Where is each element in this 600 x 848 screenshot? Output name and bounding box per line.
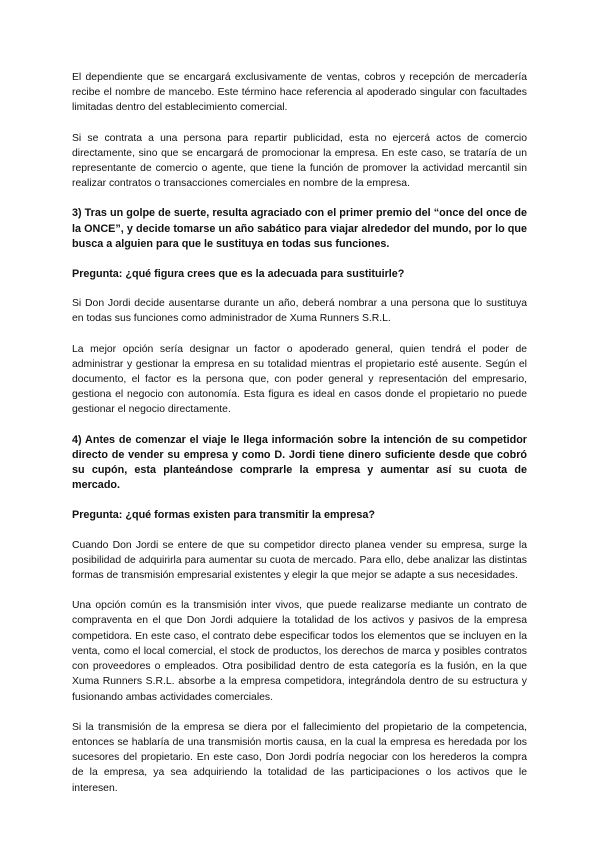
- section-4-answer-2: Una opción común es la transmisión inter vivos, que puede realizarse mediante un contrato de compraventa en el que Don Jordi adquiere la totalidad de los activos y pasivos de la empresa competidora. En este caso, el contrato debe especificar todos los elementos que se incluyen en la venta, como el local comercial, el stock de productos, los derechos de marca y posibles contratos con proveedores o empleados. Otra posibilidad dentro de esta categoría es la fusión, en la que Xuma Runners S.R.L. absorbe a la empresa competidora, integrándola dentro de su estructura y fusionando ambas actividades comerciales.: [72, 600, 527, 703]
- paragraph-representante: Si se contrata a una persona para repartir publicidad, esta no ejercerá actos de comercio directamente, sino que se encargará de promocionar la empresa. En este caso, se trataría de un representante de comercio o agente, que tiene la función de promover la actividad mercantil sin realizar contratos o transacciones comerciales en nombre de la empresa.: [72, 132, 527, 190]
- section-3-heading: 3) Tras un golpe de suerte, resulta agraciado con el primer premio del “once del once de la ONCE”, y decide tomarse un año sabático para viajar alrededor del mundo, por lo que busca a alguien para que le sustituya en todas sus funciones.: [72, 207, 527, 250]
- section-4-heading: 4) Antes de comenzar el viaje le llega información sobre la intención de su competidor directo de vender su empresa y como D. Jordi tiene dinero suficiente desde que cobró su cupón, esta planteándose comprarle la empresa y aumentar así su cuota de mercado.: [72, 433, 527, 492]
- section-3-answer-2: La mejor opción sería designar un factor o apoderado general, quien tendrá el poder de administrar y gestionar la empresa en su totalidad mientras el propietario esté ausente. Según el documento, el factor es la persona que, con poder general y representación del empresario, gestiona el negocio con autonomía. Esta figura es ideal en casos donde el propietario no puede gestionar el negocio directamente.: [72, 343, 527, 416]
- paragraph-mancebo: El dependiente que se encargará exclusivamente de ventas, cobros y recepción de mercadería recibe el nombre de mancebo. Este término hace referencia al apoderado singular con facultades limitadas dentro del establecimiento comercial.: [72, 72, 527, 114]
- section-4-answer-1: Cuando Don Jordi se entere de que su competidor directo planea vender su empresa, surge la posibilidad de adquirirla para aumentar su cuota de mercado. Para ello, debe analizar las distintas formas de transmisión empresarial existentes y elegir la que mejor se adapte a sus necesidades.: [72, 539, 527, 582]
- document-page: [72, 70, 527, 811]
- section-4-answer-3: Si la transmisión de la empresa se diera por el fallecimiento del propietario de la competencia, entonces se hablaría de una transmisión mortis causa, en la cual la empresa es heredada por los sucesores del propietario. En este caso, Don Jordi podría negociar con los herederos la compra de la empresa, ya sea adquiriendo la totalidad de las participaciones o los activos que le interesen.: [72, 721, 527, 794]
- section-4-question: Pregunta: ¿qué formas existen para transmitir la empresa?: [72, 509, 376, 522]
- section-3-answer-1: Si Don Jordi decide ausentarse durante un año, deberá nombrar a una persona que lo sustituya en todas sus funciones como administrador de Xuma Runners S.R.L.: [72, 298, 527, 325]
- section-3-question: Pregunta: ¿qué figura crees que es la adecuada para sustituirle?: [72, 268, 405, 281]
